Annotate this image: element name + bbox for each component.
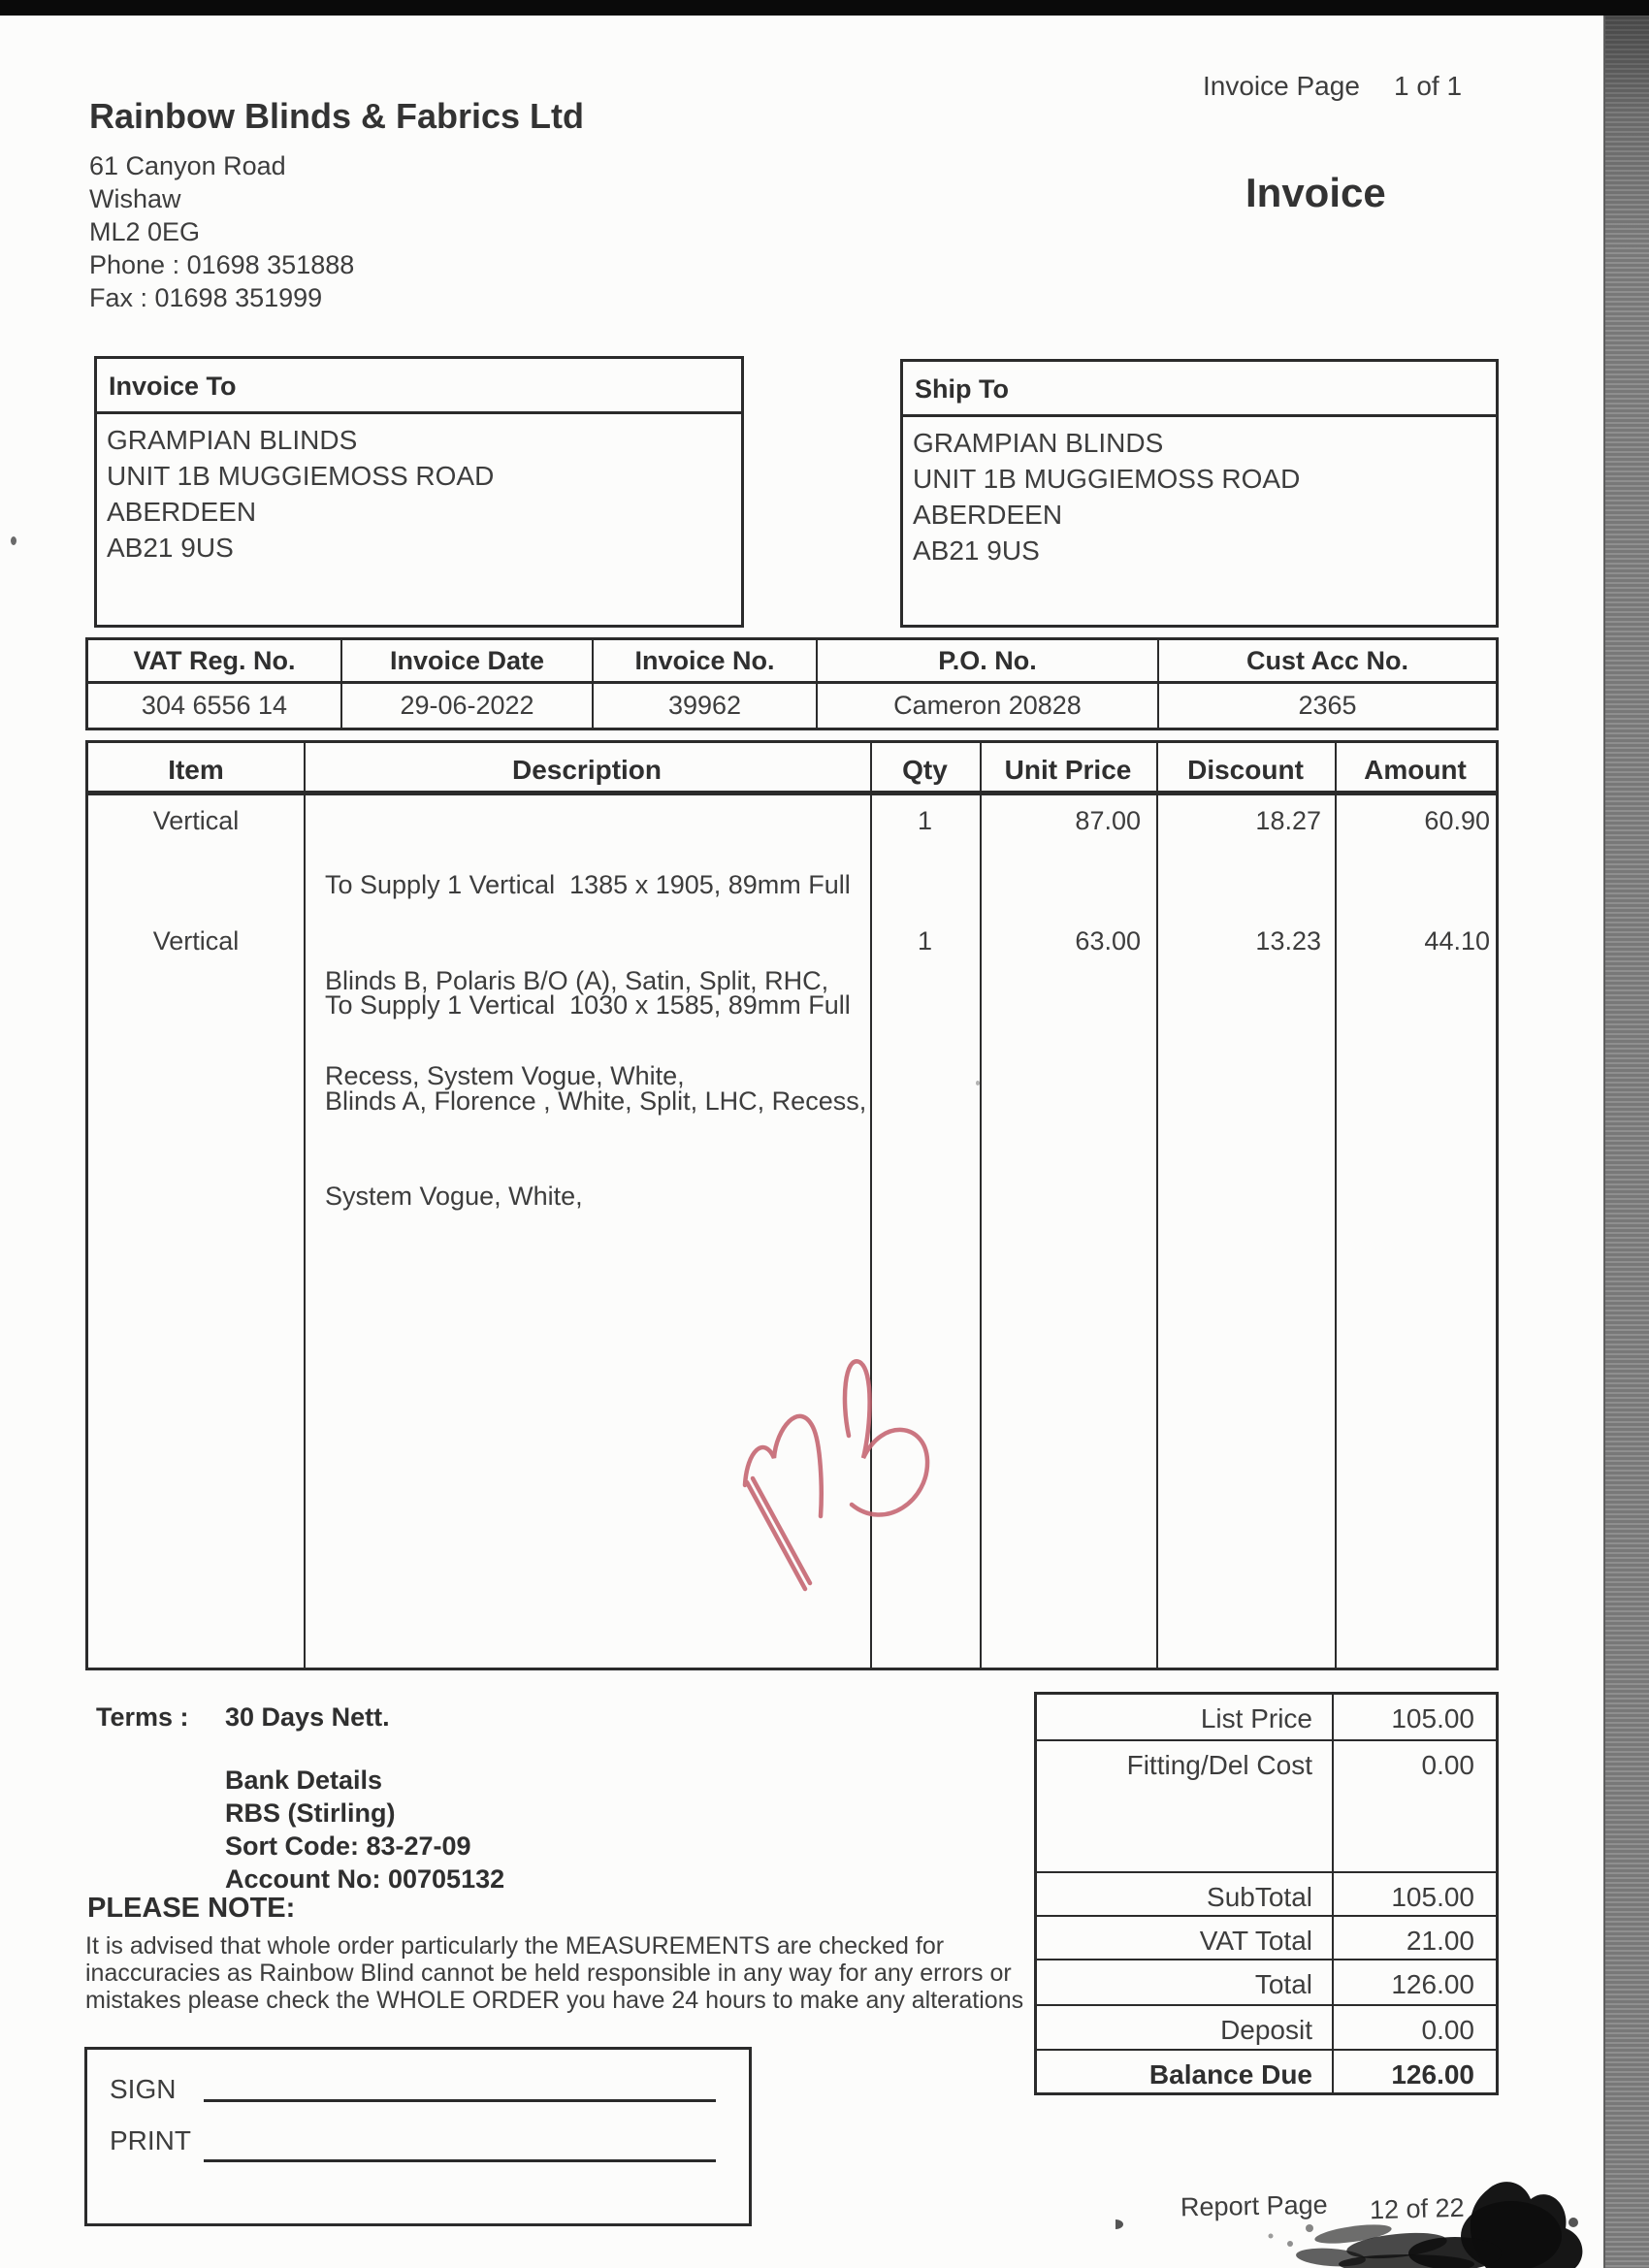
invoice-to-line: GRAMPIAN BLINDS: [107, 425, 358, 455]
terms-label: Terms :: [96, 1702, 189, 1732]
invoice-meta-table: [85, 637, 1499, 730]
note-body: [85, 1932, 1023, 2014]
meta-header-invoice-date: Invoice Date: [342, 640, 594, 681]
ink-blot: [1116, 2168, 1620, 2268]
totals-label: VAT Total: [1037, 1917, 1334, 1959]
totals-value: 0.00: [1421, 2015, 1474, 2045]
invoice-to-box: [94, 356, 744, 628]
bank-details-heading: Bank Details: [225, 1766, 383, 1795]
items-header-item: Item: [168, 755, 224, 785]
items-header-discount: Discount: [1187, 755, 1304, 785]
invoice-to-address: [97, 414, 741, 566]
item-cell-discount: 18.27: [1255, 806, 1321, 835]
totals-value: 126.00: [1391, 1969, 1474, 1999]
scan-side-strip: [1603, 0, 1649, 2268]
company-address-line: ML2 0EG: [89, 217, 201, 246]
description-line: Recess, System Vogue, White,: [325, 1061, 685, 1091]
sign-line: [204, 2099, 716, 2102]
scan-speck: [11, 536, 16, 545]
handwritten-initials-scribble: [718, 1344, 960, 1615]
items-header-unit-price: Unit Price: [1004, 755, 1132, 785]
totals-value: 126.00: [1391, 2059, 1474, 2090]
totals-row-vat-total: [1037, 1917, 1496, 1960]
meta-header-po-no: P.O. No.: [818, 640, 1159, 681]
scan-top-edge-strip: [0, 0, 1649, 16]
item-cell-qty: 1: [917, 926, 933, 956]
print-label: PRINT: [110, 2125, 191, 2155]
totals-value: 105.00: [1391, 1882, 1474, 1912]
meta-value-vat-reg: 304 6556 14: [88, 684, 342, 728]
description-line: Blinds B, Polaris B/O (A), Satin, Split, RHC,: [325, 965, 829, 995]
bank-account-no: Account No: 00705132: [225, 1864, 505, 1894]
items-header-description: Description: [511, 755, 663, 785]
column-divider: [1156, 743, 1158, 1668]
meta-header-invoice-no: Invoice No.: [594, 640, 818, 681]
ship-to-label: Ship To: [903, 362, 1496, 417]
sign-label: SIGN: [110, 2074, 177, 2104]
company-phone: Phone : 01698 351888: [89, 250, 355, 279]
totals-row-deposit: [1037, 2006, 1496, 2051]
initials-stroke: [747, 1482, 805, 1589]
totals-label: Balance Due: [1037, 2051, 1334, 2092]
totals-row-balance-due: [1037, 2051, 1496, 2092]
description-line: Blinds A, Florence , White, Split, LHC, Recess,: [325, 1085, 867, 1116]
company-address-line: Wishaw: [89, 184, 181, 213]
item-cell-type: Vertical: [152, 806, 240, 835]
report-page-value: 12 of 22: [1369, 2192, 1465, 2225]
item-cell-amount: 44.10: [1424, 926, 1490, 956]
column-divider: [1335, 743, 1337, 1668]
initials-stroke: [753, 1478, 810, 1583]
item-cell-description: [325, 925, 870, 1276]
item-cell-unit-price: 87.00: [1075, 806, 1141, 835]
totals-value: 105.00: [1391, 1703, 1474, 1733]
items-header-amount: Amount: [1364, 755, 1467, 785]
invoice-page-label: Invoice Page: [1203, 71, 1360, 101]
terms-value: 30 Days Nett.: [225, 1702, 390, 1732]
note-line: mistakes please check the WHOLE ORDER you have 24 hours to make any alterations: [85, 1987, 1024, 2014]
invoice-to-line: UNIT 1B MUGGIEMOSS ROAD: [107, 461, 495, 491]
ship-to-line: AB21 9US: [913, 535, 1040, 566]
description-line: To Supply 1 Vertical 1385 x 1905, 89mm Full: [325, 869, 851, 899]
invoice-meta-value-row: [88, 684, 1496, 728]
invoice-meta-header-row: [88, 640, 1496, 684]
invoice-page-value: 1 of 1: [1394, 71, 1463, 101]
meta-value-cust-acc: 2365: [1298, 691, 1357, 721]
totals-label: SubTotal: [1037, 1873, 1334, 1915]
ship-to-line: UNIT 1B MUGGIEMOSS ROAD: [913, 464, 1301, 494]
totals-label: List Price: [1037, 1695, 1334, 1739]
header-divider: [88, 791, 1496, 795]
item-cell-type: Vertical: [152, 926, 240, 956]
ship-to-box: [900, 359, 1499, 628]
item-cell-amount: 60.90: [1424, 806, 1490, 835]
ship-to-line: ABERDEEN: [913, 500, 1063, 530]
company-address-line: 61 Canyon Road: [89, 151, 286, 180]
note-line: It is advised that whole order particularly the MEASUREMENTS are checked for: [85, 1932, 945, 1960]
meta-value-po-no: Cameron 20828: [818, 684, 1159, 728]
invoice-to-line: AB21 9US: [107, 533, 234, 563]
totals-label: Total: [1037, 1960, 1334, 2004]
meta-value-invoice-date: 29-06-2022: [342, 684, 594, 728]
meta-value-invoice-no: 39962: [594, 684, 818, 728]
totals-row-list-price: [1037, 1695, 1496, 1741]
company-address: [89, 149, 354, 314]
totals-value: 0.00: [1421, 1750, 1474, 1780]
column-divider: [304, 743, 306, 1668]
item-cell-qty: 1: [917, 806, 933, 835]
note-heading: PLEASE NOTE:: [87, 1893, 296, 1924]
ship-to-line: GRAMPIAN BLINDS: [913, 428, 1164, 458]
note-line: inaccuracies as Rainbow Blind cannot be held responsible in any way for any errors or: [85, 1960, 1012, 1987]
totals-value: 21.00: [1406, 1926, 1474, 1956]
totals-row-fitting-del-cost: [1037, 1741, 1496, 1873]
totals-label: Deposit: [1037, 2006, 1334, 2049]
item-cell-unit-price: 63.00: [1075, 926, 1141, 956]
column-divider: [980, 743, 982, 1668]
bank-details: [225, 1764, 504, 1895]
bank-name: RBS (Stirling): [225, 1798, 396, 1828]
invoice-to-label: Invoice To: [97, 359, 741, 414]
meta-header-vat-reg: VAT Reg. No.: [88, 640, 342, 681]
item-cell-discount: 13.23: [1255, 926, 1321, 956]
print-line: [204, 2159, 716, 2162]
report-page-label: Report Page: [1180, 2189, 1328, 2222]
totals-row-subtotal: [1037, 1873, 1496, 1917]
totals-box: [1034, 1692, 1499, 2095]
invoice-title: Invoice: [1245, 170, 1386, 215]
description-line: System Vogue, White,: [325, 1182, 583, 1212]
ship-to-address: [903, 417, 1496, 568]
meta-header-cust-acc: Cust Acc No.: [1245, 645, 1409, 675]
bank-sort-code: Sort Code: 83-27-09: [225, 1831, 471, 1861]
items-header-qty: Qty: [902, 755, 948, 785]
company-fax: Fax : 01698 351999: [89, 283, 323, 312]
description-line: To Supply 1 Vertical 1030 x 1585, 89mm Full: [325, 989, 851, 1020]
initials-stroke: [845, 1361, 927, 1514]
totals-row-total: [1037, 1960, 1496, 2006]
company-name: Rainbow Blinds & Fabrics Ltd: [89, 96, 585, 136]
signature-box: [84, 2047, 752, 2226]
totals-label: Fitting/Del Cost: [1037, 1741, 1334, 1871]
invoice-to-line: ABERDEEN: [107, 497, 257, 527]
